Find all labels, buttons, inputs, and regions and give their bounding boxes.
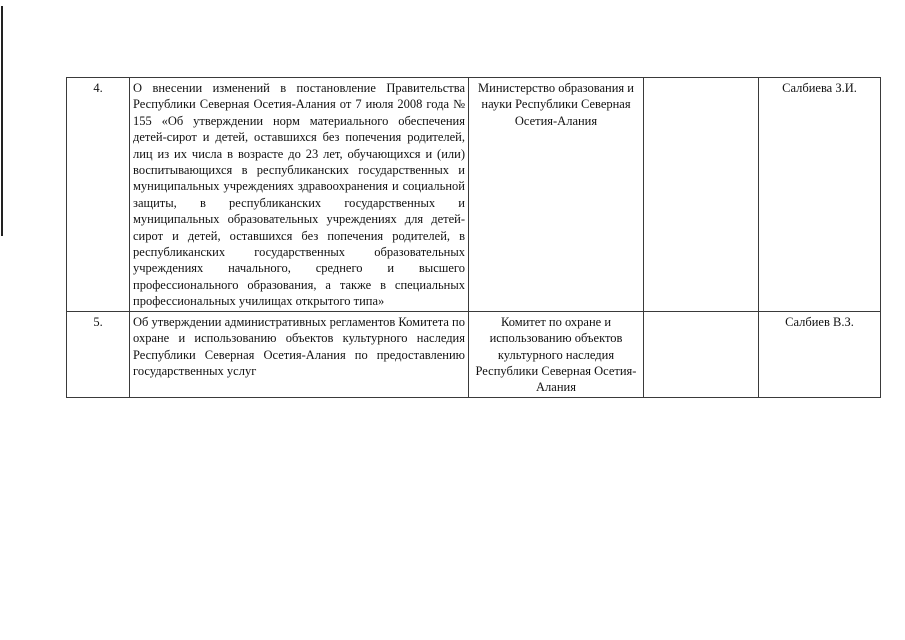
document-title: Об утверждении административных регламентов Комитета по охране и использованию объектов культурного наследия Республики Северная Осетия-Алания по предоставлению государственных услуг <box>130 311 469 397</box>
responsible-person: Салбиев В.З. <box>759 311 881 397</box>
responsible-person: Салбиева З.И. <box>759 78 881 312</box>
department: Комитет по охране и использованию объектов культурного наследия Республики Северная Осетия-Алания <box>469 311 644 397</box>
document-table <box>66 77 881 398</box>
table-row <box>67 311 881 397</box>
table-row <box>67 78 881 312</box>
deadline-cell <box>644 311 759 397</box>
deadline-cell <box>644 78 759 312</box>
department: Министерство образования и науки Республики Северная Осетия-Алания <box>469 78 644 312</box>
row-number: 4. <box>67 78 130 312</box>
document-title: О внесении изменений в постановление Правительства Республики Северная Осетия-Алания от 7 июля 2008 года № 155 «Об утверждении норм материального обеспечения детей-сирот и детей, оставшихся без попечения родителей, лиц из их числа в возрасте до 23 лет, обучающихся и (или) воспитывающихся в республиканских государственных и муниципальных учреждениях здравоохранения и социальной защиты, в республиканских государственных и муниципальных образовательных учреждениях для детей-сирот и детей, оставшихся без попечения родителей, в республиканских государственных образовательных учреждениях начального, среднего и высшего профессионального образования, а также в специальных профессиональных училищах открытого типа» <box>130 78 469 312</box>
row-number: 5. <box>67 311 130 397</box>
scan-edge-mark <box>1 6 3 236</box>
